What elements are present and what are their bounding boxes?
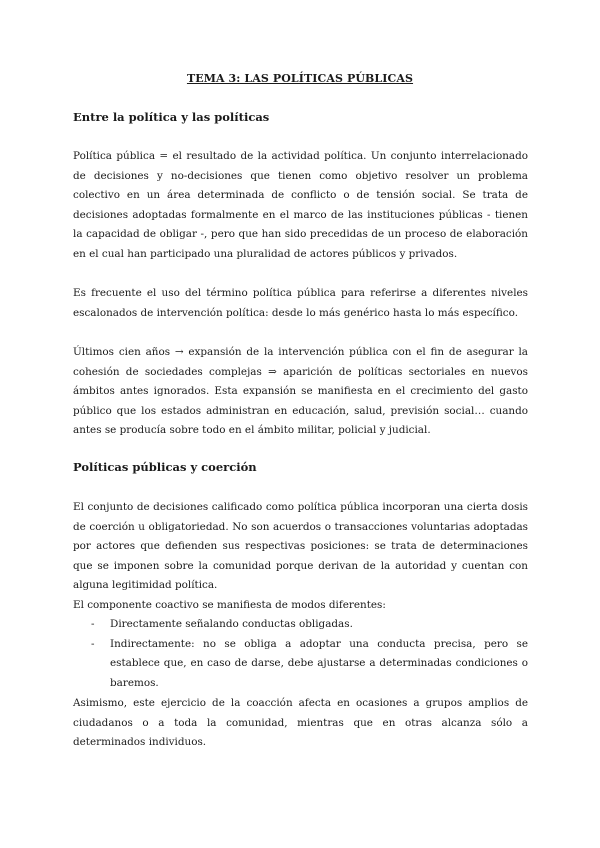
list-item (73, 615, 528, 635)
bullet-list (73, 615, 528, 693)
paragraph-definicion: Política pública = el resultado de la actividad política. Un conjunto interrelacionado de decisiones y no-decisiones que tienen como objetivo resolver un problema colectivo en un área determinada de conflicto o de tensión social. Se trata de decisiones adoptadas formalmente en el marco de las instituciones públicas - tienen la capacidad de obligar -, pero que han sido precedidas de un proceso de elaboración en el cual han participado una pluralidad de actores públicos y privados. (73, 150, 528, 260)
paragraph-expansion: Últimos cien años → expansión de la intervención pública con el fin de asegurar la cohesión de sociedades complejas ⇒ aparición de políticas sectoriales en nuevos ámbitos antes ignorados. Esta expansión se manifiesta en el crecimiento del gasto público que los estados administran en educación, salud, previsión social… cuando antes se producía sobre todo en el ámbito militar, policial y judicial. (73, 346, 528, 437)
paragraph-componente: El componente coactivo se manifiesta de modos diferentes: (73, 599, 386, 611)
document-title: TEMA 3: LAS POLÍTICAS PÚBLICAS (186, 72, 414, 85)
section-heading-coercion: Políticas públicas y coerción (73, 460, 257, 474)
paragraph-asimismo: Asimismo, este ejercicio de la coacción afecta en ocasiones a grupos amplios de ciudadanos o a toda la comunidad, mientras que en otras alcanza sólo a determinados individuos. (73, 697, 528, 749)
paragraph-niveles: Es frecuente el uso del término política pública para referirse a diferentes niveles escalonados de intervención política: desde lo más genérico hasta lo más específico. (73, 287, 528, 319)
bullet-marker: - (91, 618, 95, 630)
section-heading-politica: Entre la política y las políticas (73, 110, 270, 124)
bullet-text: Directamente señalando conductas obligadas. (110, 618, 353, 630)
paragraph-coercion: El conjunto de decisiones calificado como política pública incorporan una cierta dosis de coerción u obligatoriedad. No son acuerdos o transacciones voluntarias adoptadas por actores que defienden sus respectivas posiciones: se trata de determinaciones que se imponen sobre la comunidad porque derivan de la autoridad y cuentan con alguna legitimidad política. (73, 501, 528, 592)
list-item (73, 635, 528, 694)
bullet-text: Indirectamente: no se obliga a adoptar una conducta precisa, pero se establece que, en caso de darse, debe ajustarse a determinadas condiciones o baremos. (110, 637, 528, 689)
bullet-marker: - (91, 637, 95, 650)
